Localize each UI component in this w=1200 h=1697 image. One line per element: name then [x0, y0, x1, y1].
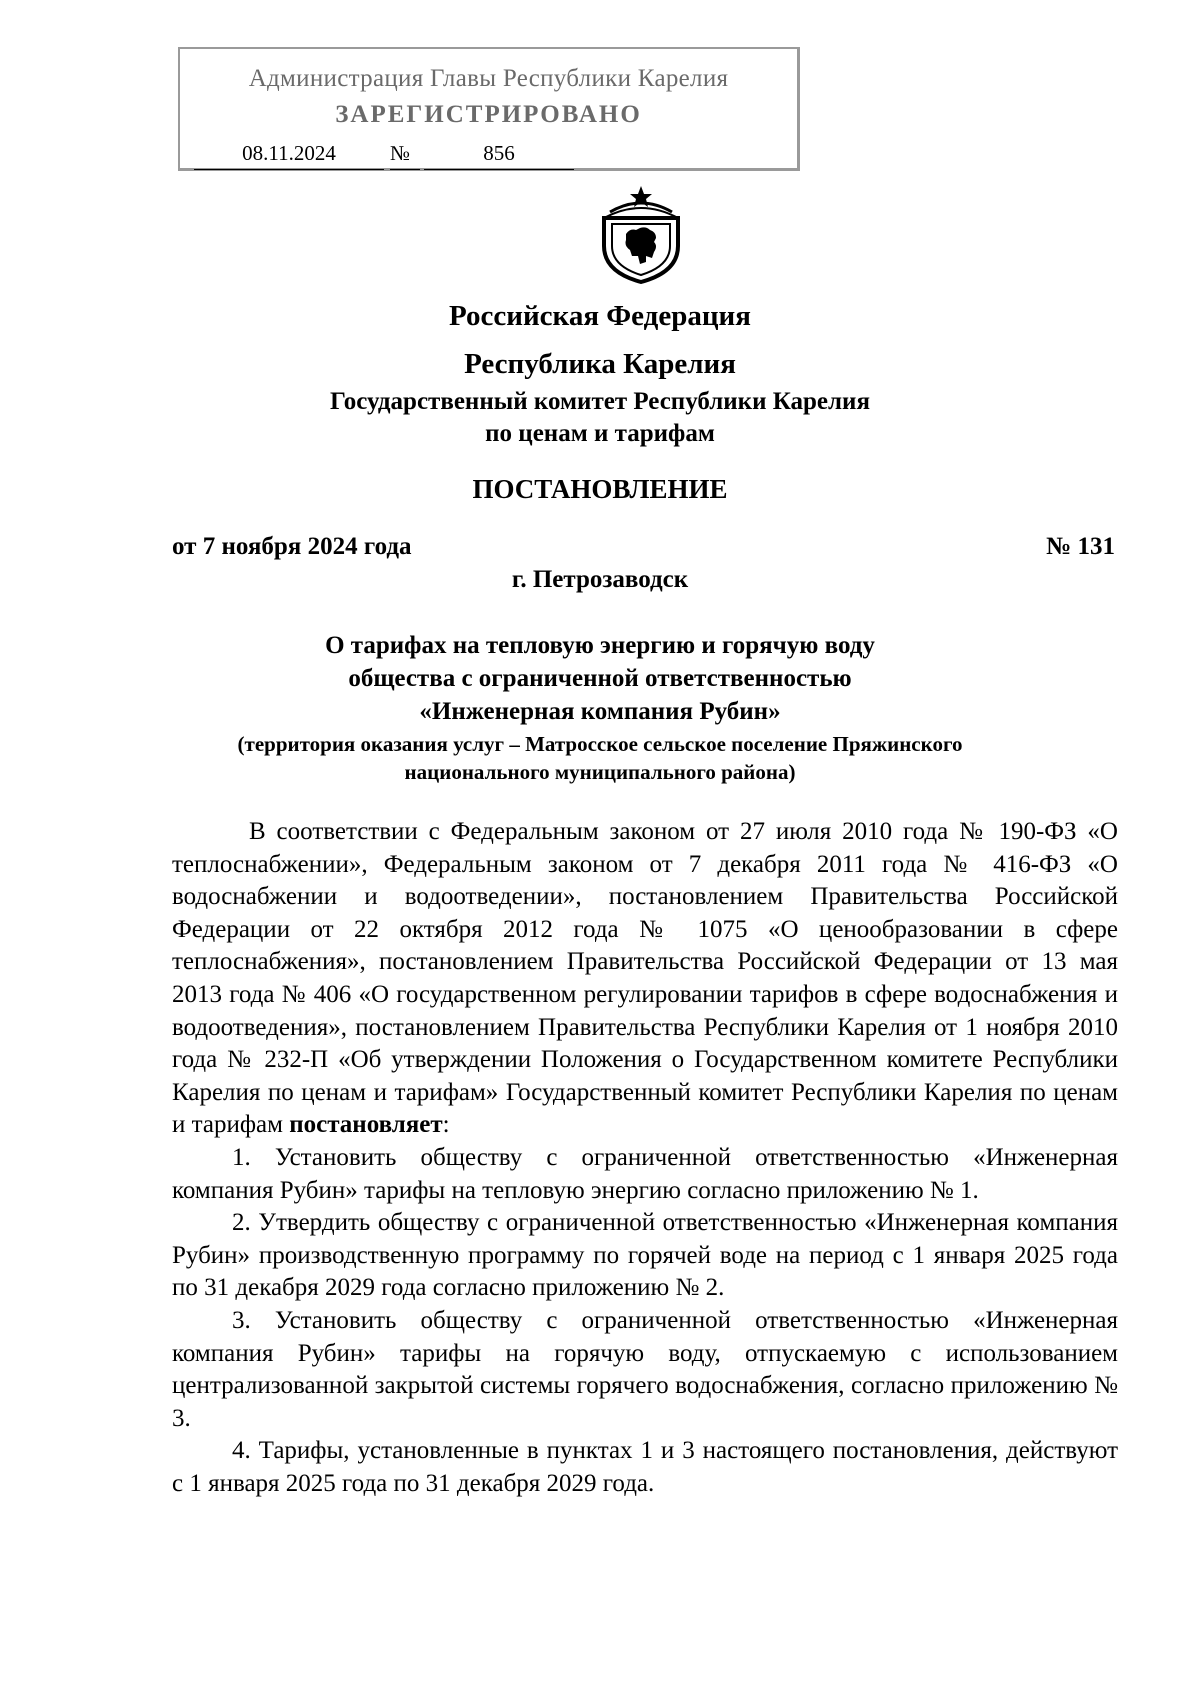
- header-republic: Республика Карелия: [464, 348, 736, 380]
- title-line2: общества с ограниченной ответственностью: [348, 665, 852, 692]
- registration-stamp: [178, 47, 800, 171]
- resolution-item: 3. Установить обществу с ограниченной ответственностью «Инженерная компания Рубин» тарифы на горячую воду, отпускаемую с использованием централизованной закрытой системы горячего водоснабжения, согласно приложению № 3.: [172, 1306, 1118, 1432]
- resolves-word: постановляет: [289, 1111, 443, 1139]
- resolution-item: 4. Тарифы, установленные в пунктах 1 и 3 настоящего постановления, действуют с 1 января 2025 года по 31 декабря 2029 года.: [172, 1437, 1118, 1497]
- resolves-punct: :: [442, 1111, 450, 1139]
- preamble-paragraph: [172, 816, 1118, 1142]
- title-line1: О тарифах на тепловую энергию и горячую воду: [325, 632, 875, 659]
- doc-number: № 131: [1046, 533, 1115, 560]
- title-line5: национального муниципального района): [404, 760, 796, 784]
- doc-city: г. Петрозаводск: [511, 566, 689, 593]
- preamble-text: В соответствии с Федеральным законом от 27 июля 2010 года № 190-ФЗ «О теплоснабжении», Федеральным законом от 7 декабря 2011 года № 416-ФЗ «О водоснабжении и водоотведении», постановлением Правительства Российской Федерации от 22 октября 2012 года № 1075 «О ценообразовании в сфере теплоснабжения», постановлением Правительства Российской Федерации от 13 мая 2013 года № 406 «О государственном регулировании тарифов в сфере водоснабжения и водоотведения», постановлением Правительства Республики Карелия от 1 ноября 2010 года № 232-П «Об утверждении Положения о Государственном комитете Республики Карелия по ценам и тарифам» Государственный комитет Республики Карелия по ценам и тарифам: [172, 818, 1118, 1139]
- resolution-item: 1. Установить обществу с ограниченной ответственностью «Инженерная компания Рубин» тарифы на тепловую энергию согласно приложению № 1.: [172, 1143, 1118, 1204]
- stamp-date: 08.11.2024: [194, 141, 384, 170]
- stamp-number: 856: [424, 141, 574, 170]
- header-committee-line2: по ценам и тарифам: [485, 420, 715, 447]
- title-line4: (территория оказания услуг – Матросское сельское поселение Пряжинского: [237, 732, 963, 756]
- karelia-coat-of-arms-icon: [596, 184, 686, 284]
- header-committee-line1: Государственный комитет Республики Карелия: [330, 388, 870, 415]
- title-line3: «Инженерная компания Рубин»: [419, 698, 781, 725]
- resolution-item: 2. Утвердить обществу с ограниченной ответственностью «Инженерная компания Рубин» производственную программу по горячей воде на период с 1 января 2025 года по 31 декабря 2029 года согласно приложению № 2.: [172, 1209, 1118, 1302]
- stamp-registered-text: ЗАРЕГИСТРИРОВАНО: [335, 101, 642, 128]
- header-federation: Российская Федерация: [449, 300, 751, 332]
- doc-date: от 7 ноября 2024 года: [172, 533, 412, 560]
- stamp-admin-text: Администрация Главы Республики Карелия: [248, 65, 729, 92]
- stamp-number-sign: №: [390, 141, 420, 170]
- doc-type: ПОСТАНОВЛЕНИЕ: [472, 474, 728, 504]
- document-body: [172, 816, 1118, 1500]
